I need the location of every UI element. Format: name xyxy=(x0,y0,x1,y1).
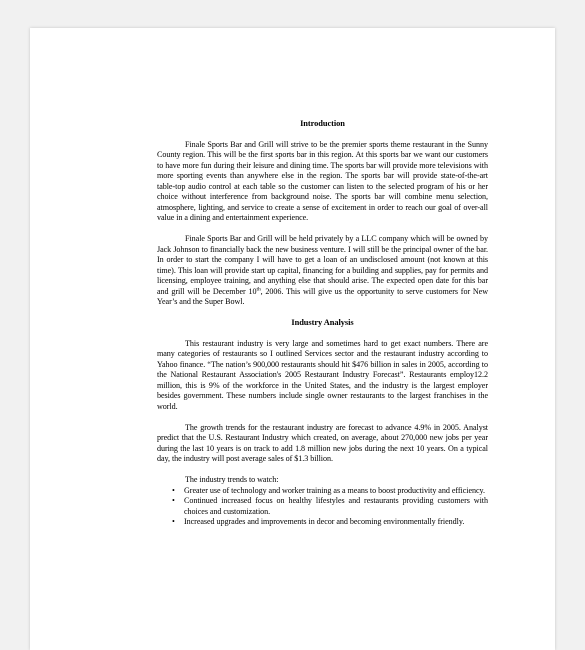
introduction-paragraph-2-text-b: , 2006. This will give us the opportunity to serve customers for New Year’s and the Super Bowl. xyxy=(157,286,489,306)
introduction-heading: Introduction xyxy=(300,119,345,128)
bullet-icon: • xyxy=(172,517,175,526)
list-item-text: Greater use of technology and worker training as a means to boost productivity and efficiency. xyxy=(184,485,485,495)
list-item xyxy=(172,517,488,528)
list-item-text: Continued increased focus on healthy lifestyles and restaurants providing customers with choices and customization. xyxy=(184,496,488,516)
industry-trends-intro: The industry trends to watch: xyxy=(185,475,279,484)
bullet-icon: • xyxy=(172,496,175,505)
introduction-paragraph-1: Finale Sports Bar and Grill will strive to be the premier sports theme restaurant in the Sunny County region. This will be the first sports bar in this region. At this sports bar we want our customers to have more fun during their leisure and dining time. The sports bar will provide more televisions with more sporting events than anywhere else in the region. The sports bar will provide state-of-the-art table-top audio control at each table so the customer can listen to the selected program of his or her choice without interference from background noise. The sports bar will combine menu selection, atmosphere, lighting, and service to create a sense of excitement in order to reach our goal of over-all value in a dining and entertainment experience. xyxy=(157,139,488,222)
industry-paragraph-1: This restaurant industry is very large and sometimes hard to get exact numbers. There are many categories of restaurants so I outlined Services sector and the restaurant industry according to Yahoo finance. “The nation’s 900,000 restaurants should hit $476 billion in sales in 2005, according to the National Restaurant Association's 2005 Restaurant Industry Forecast”. Restaurants employ12.2 million, this is 9% of the workforce in the United States, and the industry is the largest employer besides government. These numbers include single owner restaurants to the largest franchises in the world. xyxy=(157,338,488,411)
list-item-text: Increased upgrades and improvements in decor and becoming environmentally friendly. xyxy=(184,517,465,526)
bullet-icon: • xyxy=(172,485,175,495)
document-page xyxy=(30,28,555,650)
document-body xyxy=(157,119,488,528)
industry-trends-list xyxy=(157,486,488,528)
list-item xyxy=(172,485,488,497)
introduction-paragraph-2 xyxy=(157,234,488,308)
list-item xyxy=(172,496,488,517)
industry-analysis-heading: Industry Analysis xyxy=(291,318,354,327)
ordinal-suffix: th xyxy=(256,285,261,292)
introduction-paragraph-2-text-a: Finale Sports Bar and Grill will be held privately by a LLC company which will be owned by Jack Johnson to financially back the new business venture. I will still be the principal owner of the bar. In order to start the company I will have to get a loan of an undisclosed amount (not known at this time). This loan will provide start up capital, financing for a building and supplies, pay for permits and licensing, employee training, and anything else that should arise. The expected open date for this bar and grill will be December 10 xyxy=(157,234,488,296)
industry-paragraph-2: The growth trends for the restaurant industry are forecast to advance 4.9% in 2005. Analyst predict that the U.S. Restaurant Industry which created, on average, about 270,000 new jobs per year during the last 10 years is on track to add 1.8 million new jobs during the next 10 years. On a typical day, the industry will post average sales of $1.3 billion. xyxy=(157,422,488,463)
